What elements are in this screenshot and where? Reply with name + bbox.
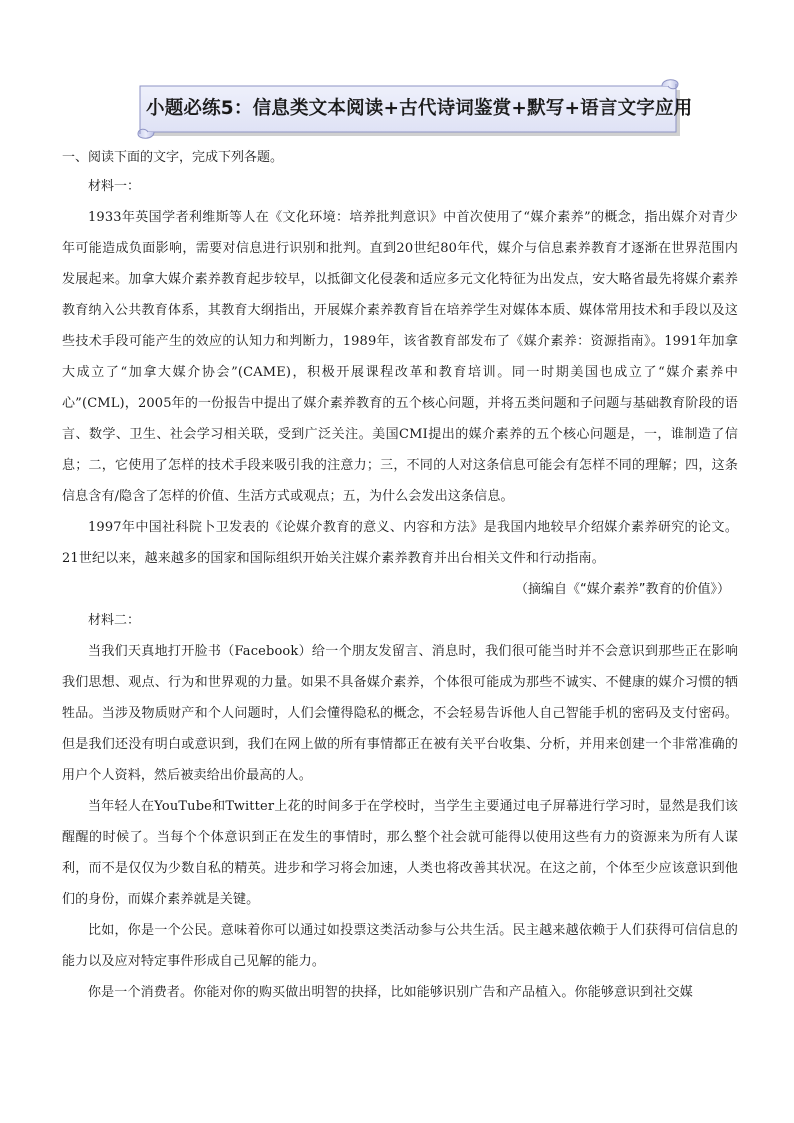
document-body: [62, 145, 738, 1008]
material-two-paragraph-3: 比如，你是一个公民。意味着你可以通过如投票这类活动参与公共生活。民主越来越依赖于人们获得可信信息的能力以及应对特定事件形成自己见解的能力。: [62, 923, 738, 969]
material-two-paragraph-2: 当年轻人在YouTube和Twitter上花的时间多于在学校时，当学生主要通过电子屏幕进行学习时，显然是我们该醒醒的时候了。当每个个体意识到正在发生的事情时，那么整个社会就可能得以使用这些有力的资源来为所有人谋利，而不是仅仅为少数自私的精英。进步和学习将会加速，人类也将改善其状况。在这之前，个体至少应该意识到他们的身份，而媒介素养就是关键。: [62, 799, 738, 907]
material-one-paragraph-1: 1933年英国学者利维斯等人在《文化环境：培养批判意识》中首次使用了“媒介素养”的概念，指出媒介对青少年可能造成负面影响，需要对信息进行识别和批判。直到20世纪80年代，媒介与信息素养教育才逐渐在世界范围内发展起来。加拿大媒介素养教育起步较早，以抵御文化侵袭和适应多元文化特征为出发点，安大略省最先将媒介素养教育纳入公共教育体系，其教育大纲指出，开展媒介素养教育旨在培养学生对媒体本质、媒体常用技术和手段以及这些技术手段可能产生的效应的认知力和判断力，1989年，该省教育部发布了《媒介素养：资源指南》。1991年加拿大成立了“加拿大媒介协会”(CAME)，积极开展课程改革和教育培训。同一时期美国也成立了“媒介素养中心”(CML)，2005年的一份报告中提出了媒介素养教育的五个核心问题，并将五类问题和子问题与基础教育阶段的语言、数学、卫生、社会学习相关联，受到广泛关注。美国CMI提出的媒介素养的五个核心问题是，一，谁制造了信息；二，它使用了怎样的技术手段来吸引我的注意力；三，不同的人对这条信息可能会有怎样不同的理解；四，这条信息含有/隐含了怎样的价值、生活方式或观点；五，为什么会发出这条信息。: [62, 210, 738, 504]
question-instruction: 一、阅读下面的文字，完成下列各题。: [62, 150, 284, 165]
material-one-paragraph-2: 1997年中国社科院卜卫发表的《论媒介教育的意义、内容和方法》是我国内地较早介绍媒介素养研究的论文。21世纪以来，越来越多的国家和国际组织开始关注媒介素养教育并出台相关文件和行动指南。: [62, 520, 738, 566]
page-title: 小题必练5：信息类文本阅读+古代诗词鉴赏+默写+语言文字应用: [146, 98, 693, 119]
material-one-label: 材料一：: [88, 179, 141, 194]
material-two-paragraph-1: 当我们天真地打开脸书（Facebook）给一个朋友发留言、消息时，我们很可能当时并不会意识到那些正在影响我们思想、观点、行为和世界观的力量。如果不具备媒介素养，个体很可能成为那些不诚实、不健康的媒介习惯的牺牲品。当涉及物质财产和个人问题时，人们会懂得隐私的概念，不会轻易告诉他人自己智能手机的密码及支付密码。但是我们还没有明白或意识到，我们在网上做的所有事情都正在被有关平台收集、分析，并用来创建一个非常准确的用户个人资料，然后被卖给出价最高的人。: [62, 644, 738, 783]
material-one-source: （摘编自《“媒介素养”教育的价值》）: [515, 582, 730, 597]
material-two-label: 材料二：: [88, 613, 141, 628]
material-two-paragraph-4: 你是一个消费者。你能对你的购买做出明智的抉择，比如能够识别广告和产品植入。你能够意识到社交媒: [88, 985, 693, 1000]
title-banner: [130, 78, 693, 140]
